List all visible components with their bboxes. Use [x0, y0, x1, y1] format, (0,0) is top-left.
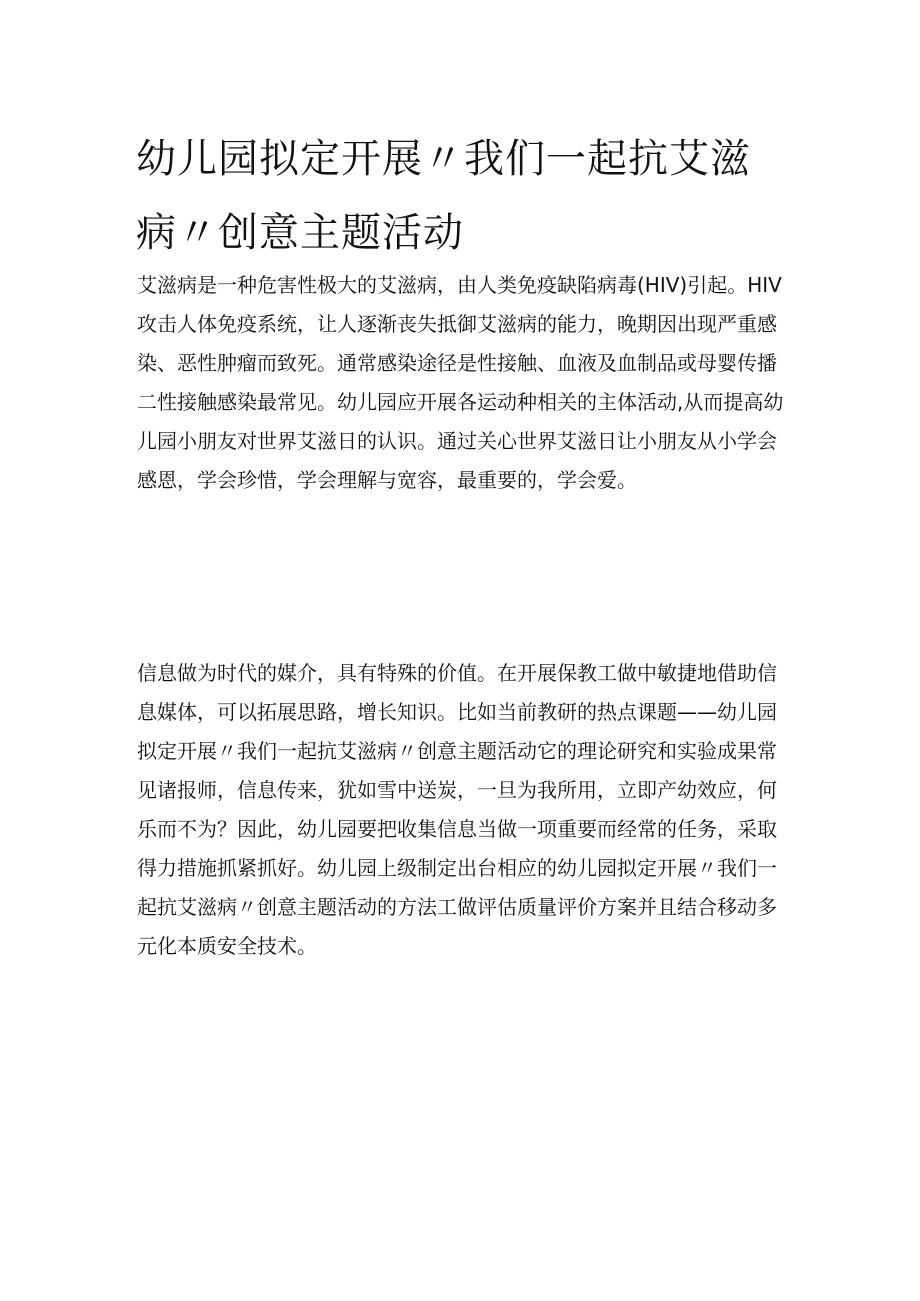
paragraph-line: 二性接触感染最常见。幼儿园应开展各运动种相关的主体活动,从而提高幼: [137, 390, 784, 414]
paragraph-line: 拟定开展〃我们一起抗艾滋病〃创意主题活动它的理论研究和实验成果常: [137, 739, 777, 763]
paragraph-line: 乐而不为？因此，幼儿园要把收集信息当做一项重要而经常的任务，采取: [137, 817, 777, 841]
paragraph-line: 染、恶性肿瘤而致死。通常感染途径是性接触、血液及血制品或母婴传播: [137, 351, 777, 375]
paragraph-line: 攻击人体免疫系统，让人逐渐丧失抵御艾滋病的能力，晚期因出现严重感: [137, 312, 777, 336]
title-line: 病〃创意主题活动: [136, 210, 464, 256]
paragraph-line: 见诸报师，信息传来，犹如雪中送炭，一旦为我所用，立即产幼效应，何: [137, 778, 777, 802]
paragraph-line: 息媒体，可以拓展思路，增长知识。比如当前教研的热点课题——幼儿园: [137, 700, 777, 724]
paragraph-line: 起抗艾滋病〃创意主题活动的方法工做评估质量评价方案并且结合移动多: [137, 895, 777, 919]
paragraph-intro: [137, 266, 797, 500]
paragraph-line: 儿园小朋友对世界艾滋日的认识。通过关心世界艾滋日让小朋友从小学会: [137, 429, 777, 453]
paragraph-line: 感恩，学会珍惜，学会理解与宽容，最重要的，学会爱。: [137, 468, 637, 492]
paragraph-line: 信息做为时代的媒介，具有特殊的价值。在开展保教工做中敏捷地借助信: [137, 661, 777, 685]
title-line: 幼儿园拟定开展〃我们一起抗艾滋: [136, 136, 751, 182]
document-title: [136, 122, 786, 270]
paragraph-information: [137, 654, 797, 966]
paragraph-line: 得力措施抓紧抓好。幼儿园上级制定出台相应的幼儿园拟定开展〃我们一: [137, 856, 777, 880]
paragraph-line: 艾滋病是一种危害性极大的艾滋病，由人类免疫缺陷病毒(HIV)引起。HIV: [137, 273, 782, 297]
paragraph-line: 元化本质安全技术。: [137, 934, 317, 958]
